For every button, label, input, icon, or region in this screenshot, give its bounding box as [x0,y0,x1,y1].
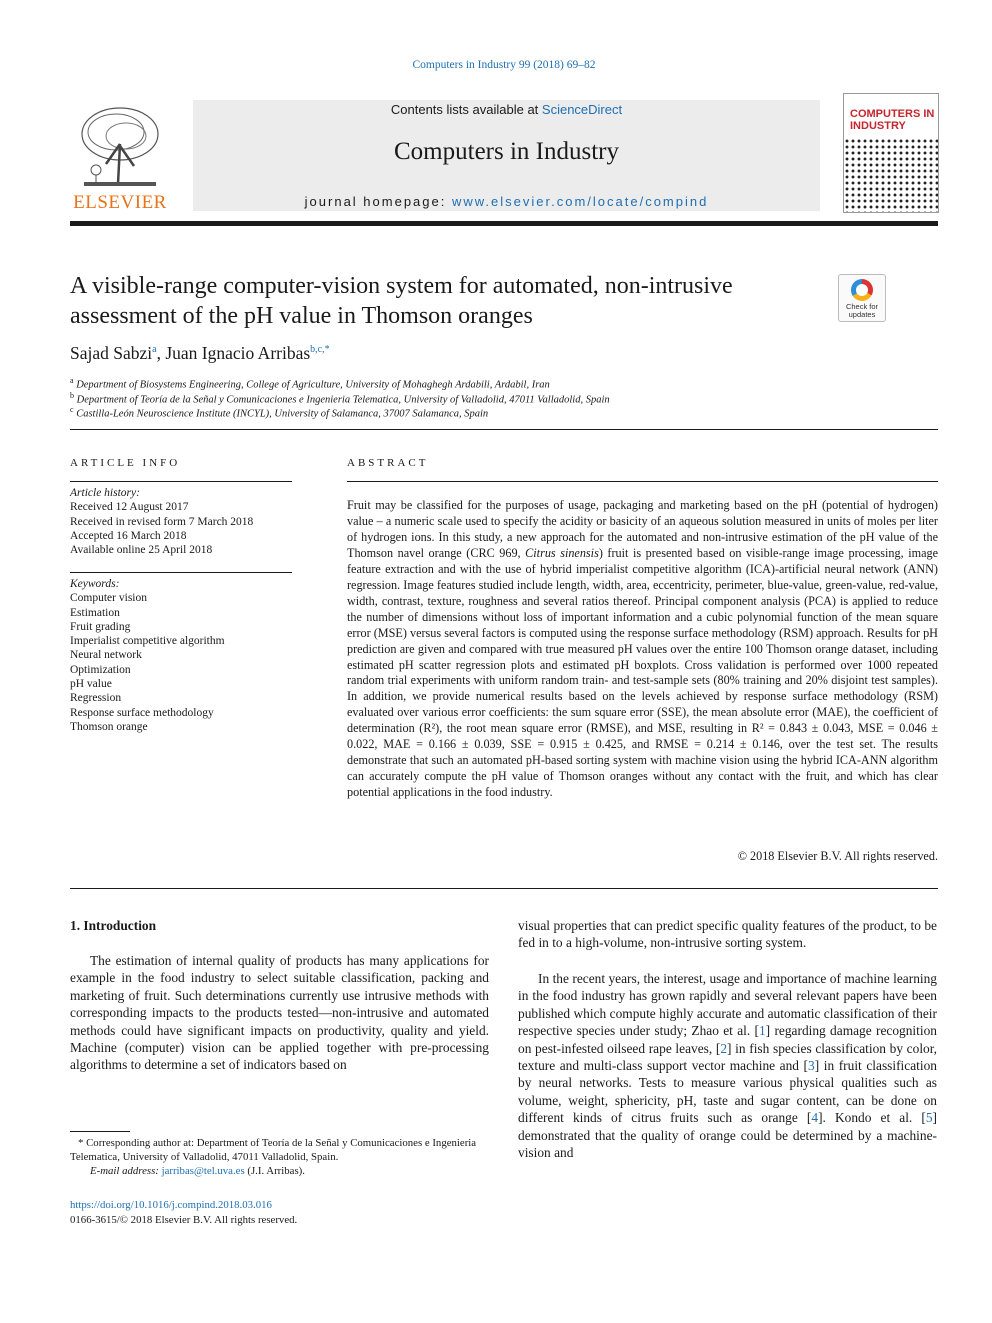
abstract-copyright: © 2018 Elsevier B.V. All rights reserved. [737,849,938,863]
keyword: Estimation [70,606,120,619]
reference-link[interactable]: 2 [720,1040,728,1056]
reference-link[interactable]: 4 [811,1110,819,1126]
cover-halftone [844,138,938,212]
divider [70,481,292,482]
keyword: Regression [70,692,122,705]
history-item: Received 12 August 2017 [70,501,189,514]
history-item: Accepted 16 March 2018 [70,529,187,542]
keyword: Computer vision [70,592,147,605]
species-name: Citrus sinensis [525,545,599,560]
article-info-heading: ARTICLE INFO [70,457,181,469]
email-link[interactable]: jarribas@tel.uva.es [161,1165,245,1177]
history-item: Received in revised form 7 March 2018 [70,515,254,528]
author-affiliation-link[interactable]: b,c,* [310,344,330,356]
sciencedirect-link[interactable]: ScienceDirect [541,102,623,117]
intro-paragraph: visual properties that can predict specific quality features of the product, to be fed in to a high-volume, non-intrusive sorting system. [518,918,937,951]
abstract-body: Fruit may be classified for the purposes of usage, packaging and marketing based on the pH (potential of hydrogen) value – a numeric scale used to specify the acidity or basicity of an aqueous solution measured in units of moles per liter of hydrogen ions. In this study, a new approach for the automated and non-intrusive estimation of the pH value of the Thomson navel orange (CRC 969, Citrus sinensis) fruit is presented based on visible-range image processing, image feature extraction and with the use of hybrid imperialist competitive algorithm (ICA)-artificial neural network (ANN) regression. Image features studied include length, width, area, eccentricity, perimeter, blue-value, green-value, red-value, width, contrast, texture, roughness and several ratios thereof. Principal component analysis (PCA) is applied to reduce the number of dimensions without loss of important information and a cubic polynomial function of the mean square error (MSE) versus several factors is computed using the response surface methodology (RSM) approach. Results for pH prediction are given and compared with true measured pH values over the entire 100 Thomson orange dataset, including estimated pH scatter regression plots and estimated pH boxplots. Cross validation is performed over 1000 repeated random trial experiments with uniform random train- and test-sample sets (80% training and 20% disjoint test samples). In addition, we provide numerical results based on the levels achieved by response surface methodology (RSM) evaluated over various error coefficients: the sum square error (SSE), the mean absolute error (MAE), the coefficient of determination (R²), the root mean square error (RMSE), and MSE, resulting in R² = 0.843 ± 0.043, MSE = 0.046 ± 0.022, MAE = 0.166 ± 0.039, SSE = 0.915 ± 0.425, and RMSE = 0.214 ± 0.146, over the test set. The results demonstrate that such an automated pH-based sorting system with machine vision using the hybrid ICA-ANN algorithm can accurately compute the pH value of Thomson oranges without any contact with the fruit, and which has clear potential applications in the food industry. [347,498,938,800]
tree-icon [76,104,164,190]
crossmark-label: Check for updates [845,302,879,319]
homepage-link[interactable]: www.elsevier.com/locate/compind [451,194,709,209]
keyword: pH value [70,678,112,691]
divider [70,888,938,889]
author-affiliation-link[interactable]: a [152,344,157,356]
cover-title: COMPUTERS IN INDUSTRY [850,108,935,132]
elsevier-logo [70,100,170,213]
doi-link[interactable]: https://doi.org/10.1016/j.compind.2018.03.016 [70,1199,272,1211]
intro-paragraph: The estimation of internal quality of products has many applications for example in the food industry to select suitable classification, packing and marketing of fruit. Such determinations currently use intrusive methods with corresponding impacts to the products tested—non-intrusive and automated methods could have significant impacts on productivity, quality and yield. Machine (computer) vision can be applied together with pre-processing algorithms to determine a set of indicators based on [70,953,489,1073]
author-name: Sajad Sabzi [70,343,153,363]
reference-link[interactable]: 1 [758,1023,766,1039]
divider [70,572,292,573]
issn-line: 0166-3615/© 2018 Elsevier B.V. All rights reserved. [70,1213,298,1226]
contents-line: Contents lists available at ScienceDirect [390,102,623,117]
keyword: Fruit grading [70,620,131,633]
affiliation: $^b$ Department of Teoría de la Señal y Comunicaciones e Ingenieria Telematica, University of Valladolid, 47011 Valladolid, Spain [70,390,610,405]
article-title: A visible-range computer-vision system for automated, non-intrusive assessment of the pH value in Thomson oranges [70,273,733,329]
author-name: Juan Ignacio Arribas [165,343,311,363]
divider [347,481,938,482]
keyword-list: Keywords: Computer vision Estimation Fruit grading Imperialist competitive algorithm Neural network Optimization pH value Regression Response surface methodology Thomson orange [70,578,225,733]
divider [70,429,938,430]
crossmark-icon [851,279,873,301]
reference-link[interactable]: 3 [808,1058,815,1074]
history-item: Available online 25 April 2018 [70,544,213,557]
journal-citation[interactable]: Computers in Industry 99 (2018) 69–82 [412,59,596,71]
affiliation: $^a$ Department of Biosystems Engineering, College of Agriculture, University of Mohaghegh Ardabili, Ardabil, Iran [70,376,550,391]
footnote-rule [70,1131,130,1132]
elsevier-wordmark: ELSEVIER [73,192,167,213]
doi-block [70,1198,297,1227]
keyword: Optimization [70,663,131,676]
journal-name: Computers in Industry [394,138,619,165]
article-history: Article history: Received 12 August 2017 Received in revised form 7 March 2018 Accepted 16 March 2018 Available online 25 April 2018 [70,487,254,557]
author-list: Sajad Sabzi$^a$, Juan Ignacio Arribas$^{b,c,*}$ [70,343,330,363]
section-heading: 1. Introduction [70,918,157,933]
abstract-heading: ABSTRACT [347,457,429,469]
keyword: Response surface methodology [70,706,214,719]
affiliation: $^c$ Castilla-León Neuroscience Institute (INCYL), University of Salamanca, 37007 Salamanca, Spain [70,405,489,420]
corresponding-author-note: * Corresponding author at: Department of Teoría de la Señal y Comunicaciones e Ingenieria Telematica, University of Valladolid, 47011 Valladolid, Spain. E-mail address: jarribas@tel.uva.es (J.I. Arribas). [70,1137,477,1177]
keyword: Thomson orange [70,720,148,733]
reference-link[interactable]: 5 [925,1110,933,1126]
intro-paragraph: In the recent years, the interest, usage and importance of machine learning in the food industry has grown rapidly and several relevant papers have been published which compute highly accurate and automatic classification of their respective species under study; Zhao et al. [1] regarding damage recognition on pest-infested oilseed rape leaves, [2] in fish species classification by color, texture and multi-class support vector machine and [3] in fruit classification by neural networks. Tests to measure various physical qualities such as volume, weight, sphericity, pH, taste and sugar content, can be done on different kinds of citrus fruits such as orange [4]. Kondo et al. [5] demonstrated that the quality of orange could be determined by a machine-vision and [518,971,937,1161]
keyword: Imperialist competitive algorithm [70,635,225,648]
crossmark-button[interactable] [838,274,886,322]
journal-banner [193,100,820,211]
journal-cover[interactable] [843,93,939,213]
journal-homepage: journal homepage: www.elsevier.com/locate/compind [304,194,709,209]
keyword: Neural network [70,649,142,662]
header-rule [70,221,938,226]
